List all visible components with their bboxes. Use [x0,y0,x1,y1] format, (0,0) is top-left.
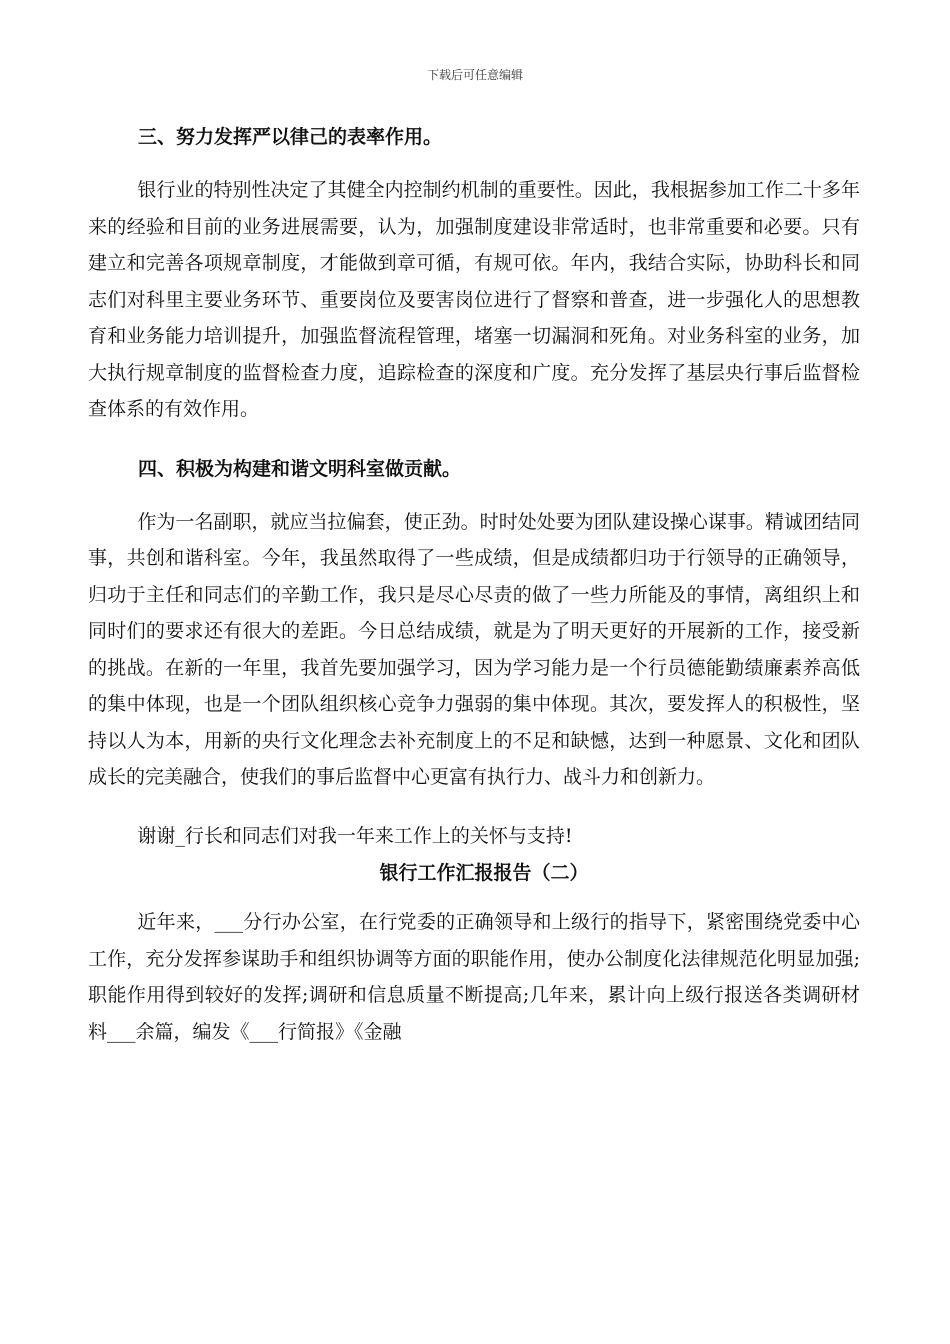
report-2-title: 银行工作汇报报告（二） [379,862,589,884]
page-header-note: 下载后可任意编辑 [426,68,523,82]
section-4-paragraph: 作为一名副职，就应当拉偏套，使正劲。时时处处要为团队建设操心谋事。精诚团结同事，共创和谐科室。今年，我虽然取得了一些成绩，但是成绩都归功于行领导的正确领导，归功于主任和同志们的辛勤工作，我只是尽心尽责的做了一些力所能及的事情，离组织上和同时们的要求还有很大的差距。今日总结成绩，就是为了明天更好的开展新的工作，接受新的挑战。在新的一年里，我首先要加强学习，因为学习能力是一个行员德能勤绩廉素养高低的集中体现，也是一个团队组织核心竞争力强弱的集中体现。其次，要发挥人的积极性，坚持以人为本，用新的央行文化理念去补充制度上的不足和缺憾，达到一种愿景、文化和团队成长的完美融合，使我们的事后监督中心更富有执行力、战斗力和创新力。 [88,510,860,788]
section-4-heading: 四、积极为构建和谐文明科室做贡献。 [138,457,462,480]
section-3-paragraph: 银行业的特别性决定了其健全内控制约机制的重要性。因此，我根据参加工作二十多年来的经验和目前的业务进展需要，认为，加强制度建设非常适时，也非常重要和必要。只有建立和完善各项规章制度，才能做到章可循，有规可依。年内，我结合实际，协助科长和同志们对科里主要业务环节、重要岗位及要害岗位进行了督察和普查，进一步强化人的思想教育和业务能力培训提升，加强监督流程管理，堵塞一切漏洞和死角。对业务科室的业务，加大执行规章制度的监督检查力度，追踪检查的深度和广度。充分发挥了基层央行事后监督检查体系的有效作用。 [88,179,860,420]
thanks-paragraph: 谢谢_行长和同志们对我一年来工作上的关怀与支持! [137,824,573,847]
report-2-paragraph: 近年来，___分行办公室，在行党委的正确领导和上级行的指导下，紧密围绕党委中心工作，充分发挥参谋助手和组织协调等方面的职能作用，使办公制度化法律规范化明显加强;职能作用得到较好的发挥;调研和信息质量不断提高;几年来，累计向上级行报送各类调研材料___余篇，编发《___行简报》《金融 [88,911,860,1043]
section-3-heading: 三、努力发挥严以律己的表率作用。 [138,126,443,148]
document-body [88,118,860,1050]
